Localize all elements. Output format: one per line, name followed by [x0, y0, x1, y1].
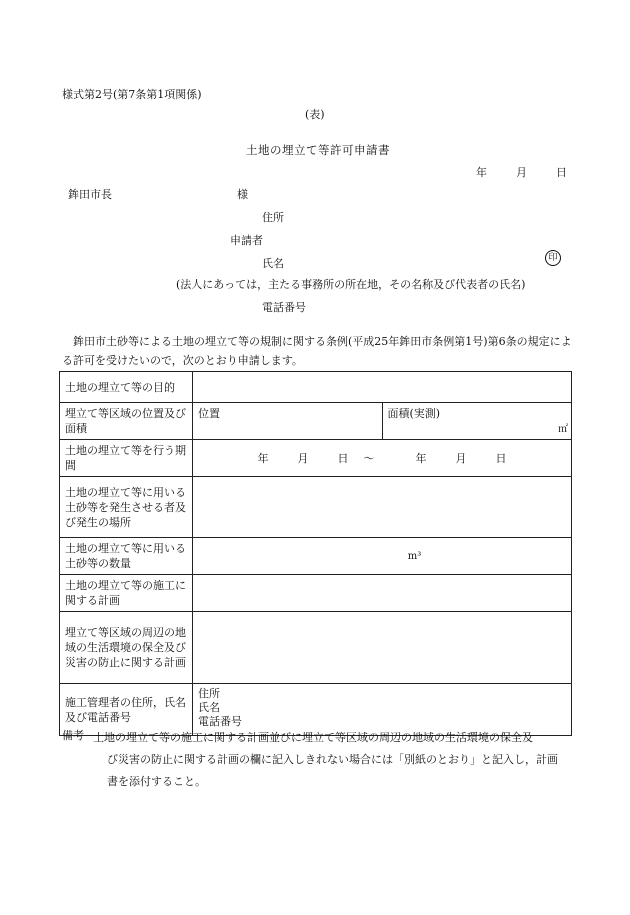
location-sub-label: 位置: [198, 407, 220, 420]
period-end-month: 月: [455, 451, 467, 465]
application-table: [59, 371, 572, 736]
applicant-address-label: 住所: [262, 211, 284, 224]
manager-label: 施工管理者の住所，氏名及び電話番号: [60, 684, 193, 736]
area-sub-label: 面積(実測): [387, 407, 441, 420]
purpose-field[interactable]: [193, 372, 572, 403]
date-month: 月: [516, 166, 527, 179]
location-label: 埋立て等区域の位置及び面積: [60, 403, 193, 440]
quantity-unit: m³: [407, 550, 422, 562]
period-start-month: 月: [297, 451, 309, 465]
environment-plan-label: 埋立て等区域の周辺の地域の生活環境の保全及び災害の防止に関する計画: [60, 612, 193, 684]
remarks-line-1: 土地の埋立て等の施工に関する計画並びに埋立て等区域の周辺の地域の生活環境の保全及: [93, 731, 533, 744]
applicant-name-label: 氏名: [262, 257, 284, 270]
period-start-year: 年: [257, 451, 269, 465]
honorific: 様: [237, 188, 248, 201]
corporate-note: (法人にあっては，主たる事務所の所在地，その名称及び代表者の氏名): [176, 278, 526, 291]
remarks-line-2: び災害の防止に関する計画の欄に記入しきれない場合には「別紙のとおり」と記入し，計画: [107, 753, 558, 766]
area-field[interactable]: [382, 403, 572, 440]
source-label: 土地の埋立て等に用いる土砂等を発生させる者及び発生の場所: [60, 477, 193, 538]
seal-icon: 印: [545, 250, 561, 266]
period-field[interactable]: [193, 440, 572, 477]
application-statement: 鉾田市土砂等による土地の埋立て等の規制に関する条例(平成25年鉾田市条例第1号)第6条の規定による許可を受けたいので，次のとおり申請します。: [62, 335, 572, 367]
period-tilde: 〜: [363, 451, 375, 465]
purpose-label: 土地の埋立て等の目的: [60, 372, 193, 403]
source-field[interactable]: [193, 477, 572, 538]
applicant-phone-label: 電話番号: [262, 301, 306, 314]
period-end-day: 日: [495, 451, 507, 465]
period-end-year: 年: [415, 451, 427, 465]
environment-plan-field[interactable]: [193, 612, 572, 684]
plan-label: 土地の埋立て等の施工に関する計画: [60, 575, 193, 612]
date-year: 年: [476, 166, 487, 179]
period-label: 土地の埋立て等を行う期間: [60, 440, 193, 477]
date-line: [476, 164, 567, 180]
remarks-text: [93, 727, 573, 793]
remarks-label: 備考: [62, 729, 84, 742]
quantity-field[interactable]: [193, 538, 572, 575]
manager-name-label: 氏名: [198, 701, 220, 714]
form-number: 様式第2号(第7条第1項関係): [62, 88, 202, 101]
page-title: 土地の埋立て等許可申請書: [246, 143, 390, 157]
addressee: 鉾田市長: [68, 188, 112, 201]
remarks-line-3: 書を添付すること。: [107, 775, 206, 788]
period-start-day: 日: [337, 451, 349, 465]
quantity-label: 土地の埋立て等に用いる土砂等の数量: [60, 538, 193, 575]
manager-phone-label: 電話番号: [198, 715, 242, 728]
applicant-label: 申請者: [230, 234, 263, 247]
plan-field[interactable]: [193, 575, 572, 612]
date-day: 日: [556, 166, 567, 179]
location-field[interactable]: [193, 403, 383, 440]
manager-address-label: 住所: [198, 687, 220, 700]
front-side-label: (表): [305, 108, 325, 121]
area-unit: ㎡: [558, 424, 568, 435]
